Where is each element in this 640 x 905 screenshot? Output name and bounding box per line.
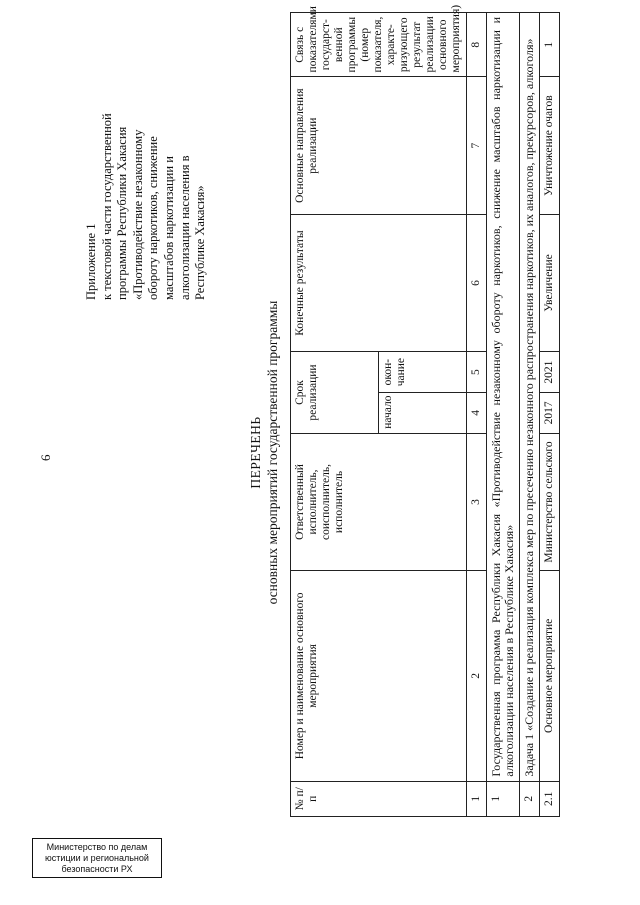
header-term-start: начало [379, 393, 467, 434]
document-heading [248, 0, 281, 905]
appendix-line: обороту наркотиков, снижение [146, 136, 161, 300]
header-link: Связь с показателями государст-венной программы (номер показателя, характе-ризующего результат реализации основного мероприятия) [291, 13, 467, 77]
row-num: 2 [520, 781, 540, 816]
stamp-line: безопасности РХ [61, 864, 133, 874]
appendix-line: Республике Хакасия» [193, 185, 208, 300]
column-number: 7 [467, 77, 487, 214]
row-link: 1 [540, 13, 560, 77]
header-name: Номер и наименование основного мероприятия [291, 571, 467, 781]
appendix-line: «Противодействие незаконному [130, 129, 145, 300]
appendix-line: масштабов наркотизации и [161, 156, 176, 300]
header-row [291, 13, 379, 817]
row-task-title: Задача 1 «Создание и реализация комплекса мер по пресечению незаконного распространения наркотиков, их аналогов, прекурсоров, алкоголя» [520, 13, 540, 782]
row-executor: Министерство сельского [540, 433, 560, 570]
heading-subtitle: основных мероприятий государственной программы [265, 300, 280, 605]
measures-table [290, 4, 560, 817]
stamp-line: Министерство по делам [46, 842, 148, 852]
row-results: Увеличение [540, 214, 560, 351]
column-number: 8 [467, 13, 487, 77]
appendix-line: к текстовой части государственной [99, 113, 114, 300]
registration-stamp [32, 838, 162, 878]
header-directions: Основные направления реализации [291, 77, 467, 214]
column-number: 4 [467, 393, 487, 434]
appendix-note [84, 30, 209, 300]
page-number: 6 [38, 454, 53, 461]
header-num: № п/п [291, 781, 467, 816]
row-num: 2.1 [540, 781, 560, 816]
row-name: Основное мероприятие [540, 571, 560, 781]
row-num: 1 [487, 781, 520, 816]
table-row [520, 13, 540, 817]
appendix-line: Приложение 1 [84, 223, 98, 300]
column-number: 3 [467, 433, 487, 570]
table-row [487, 13, 520, 817]
header-results: Конечные результаты [291, 214, 467, 351]
row-directions: Уничтожение очагов [540, 77, 560, 214]
heading-title: ПЕРЕЧЕНЬ [248, 416, 263, 489]
stamp-line: юстиции и региональной [45, 853, 149, 863]
appendix-line: программы Республики Хакасия [115, 126, 130, 300]
row-end: 2021 [540, 352, 560, 393]
header-term-end: окон-чание [379, 352, 467, 393]
column-number: 2 [467, 571, 487, 781]
appendix-line: алкоголизации населения в [177, 155, 192, 300]
table-row [540, 13, 560, 817]
header-term: Срок реализации [291, 352, 379, 434]
header-executor: Ответственный исполнитель, соисполнитель, исполнитель [291, 433, 467, 570]
column-number: 6 [467, 214, 487, 351]
column-number: 1 [467, 781, 487, 816]
row-program-title: Государственная программа Республики Хакасия «Противодействие незаконному обороту наркотиков, снижение масштабов наркотизации и алкоголизации населения в Республике Хакасия» [487, 13, 520, 782]
column-number-row [467, 13, 487, 817]
column-number: 5 [467, 352, 487, 393]
row-start: 2017 [540, 393, 560, 434]
